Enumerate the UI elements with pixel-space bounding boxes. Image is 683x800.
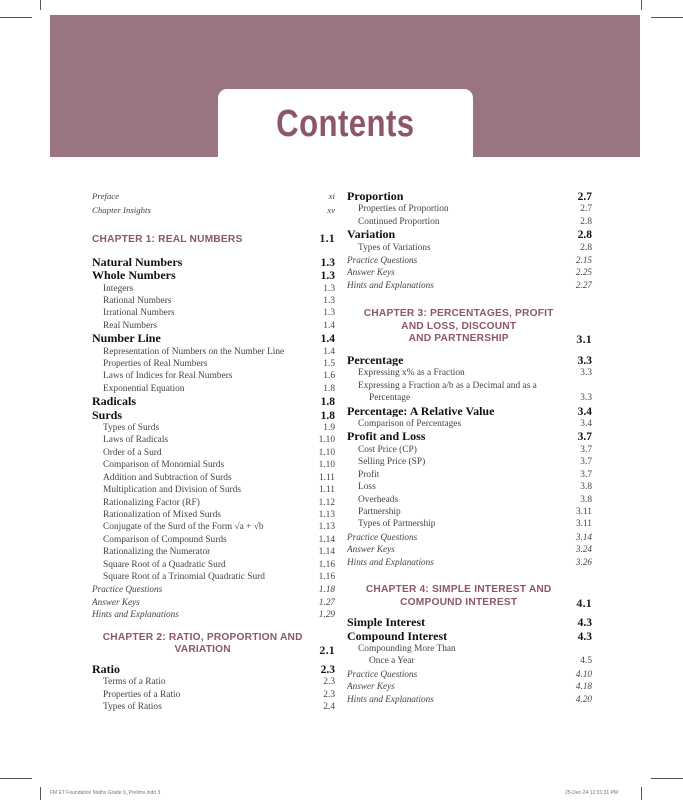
- toc-subentry[interactable]: [92, 701, 335, 713]
- toc-subentry[interactable]: [92, 509, 335, 521]
- toc-entry-label: Radicals: [92, 395, 137, 408]
- toc-entry-label: [358, 643, 456, 668]
- toc-subentry[interactable]: [92, 358, 335, 370]
- chapter-title: [347, 308, 570, 346]
- toc-page-number: 1.4: [320, 333, 335, 346]
- toc-entry-label: Hints and Explanations: [347, 693, 434, 704]
- crop-mark: [641, 787, 642, 800]
- toc-section-entry[interactable]: [92, 256, 335, 269]
- footer-file-info: FM ET Foundation Maths Grade 9_Prelims.indd 3: [50, 790, 161, 796]
- crop-mark: [0, 778, 32, 779]
- toc-entry-label: Percentage: A Relative Value: [347, 404, 495, 418]
- toc-page-number: 1.3: [320, 256, 335, 269]
- toc-subentry[interactable]: [347, 481, 592, 493]
- toc-page-number: 3.4: [580, 419, 592, 430]
- toc-section-entry[interactable]: [347, 228, 592, 241]
- toc-misc-entry[interactable]: [347, 266, 592, 278]
- toc-subentry[interactable]: [92, 422, 335, 434]
- toc-subentry[interactable]: [347, 380, 592, 405]
- toc-page-number: 1.4: [323, 346, 335, 357]
- toc-entry-label: Answer Keys: [347, 681, 395, 692]
- toc-page-number: 1.18: [318, 584, 335, 595]
- toc-page-number: 3.3: [577, 355, 592, 368]
- toc-entry-label: Conjugate of the Surd of the Form √a + √b: [103, 522, 264, 533]
- toc-entry-label: Real Numbers: [103, 320, 157, 331]
- toc-entry-label: Overheads: [358, 494, 399, 505]
- toc-entry-label: Rationalizing Factor (RF): [103, 497, 200, 508]
- chapter-title-line: COMPOUND INTEREST: [400, 596, 518, 608]
- toc-entry-label: Hints and Explanations: [92, 609, 179, 620]
- toc-misc-entry[interactable]: [347, 543, 592, 555]
- toc-subentry[interactable]: [347, 518, 592, 530]
- toc-misc-entry[interactable]: [92, 190, 335, 204]
- toc-page-number: 1.27: [318, 596, 335, 607]
- toc-page-number: 4.1: [576, 595, 592, 610]
- toc-section-entry[interactable]: [92, 395, 335, 408]
- toc-misc-entry[interactable]: [347, 680, 592, 692]
- toc-section-entry[interactable]: [347, 430, 592, 443]
- toc-page-number: 3.26: [575, 556, 592, 567]
- toc-page-number: 1.3: [323, 283, 335, 294]
- toc-entry-label: Multiplication and Division of Surds: [103, 485, 242, 496]
- toc-entry-label: Number Line: [92, 332, 161, 345]
- toc-section-entry[interactable]: [92, 269, 335, 282]
- toc-page-number: 3.7: [580, 444, 592, 455]
- crop-mark: [40, 0, 41, 10]
- toc-page-number: 1.16: [318, 559, 335, 570]
- toc-subentry[interactable]: [92, 295, 335, 307]
- toc-entry-label: Whole Numbers: [92, 269, 176, 282]
- toc-page-number: 2.7: [580, 204, 592, 215]
- toc-entry-label-line: Once a Year: [369, 656, 415, 667]
- toc-page-number: 1.5: [323, 359, 335, 370]
- chapter-title-line: AND PARTNERSHIP: [408, 333, 509, 345]
- toc-entry-label: Comparison of Monomial Surds: [103, 460, 225, 471]
- toc-page-number: xi: [328, 191, 335, 201]
- chapter-title: CHAPTER 1: REAL NUMBERS: [92, 234, 243, 246]
- toc-entry-label: Simple Interest: [347, 616, 426, 629]
- toc-page-number: 1.14: [318, 547, 335, 558]
- toc-subentry[interactable]: [92, 559, 335, 571]
- toc-entry-label-line: Expressing a Fraction a/b as a Decimal and as a: [358, 380, 537, 391]
- toc-misc-entry[interactable]: [92, 583, 335, 595]
- toc-page-number: 3.14: [575, 531, 592, 542]
- toc-page-number: 3.1: [576, 332, 592, 347]
- toc-page-number: 2.7: [577, 191, 592, 203]
- toc-page-number: 1.29: [318, 609, 335, 620]
- toc-subentry[interactable]: [92, 534, 335, 546]
- chapter-title: [347, 584, 570, 609]
- toc-entry-label: Comparison of Percentages: [358, 419, 462, 430]
- toc-page-number: 3.4: [577, 405, 592, 418]
- crop-mark: [40, 787, 41, 800]
- toc-misc-entry[interactable]: [347, 693, 592, 705]
- toc-subentry[interactable]: [347, 456, 592, 468]
- toc-page-number: 4.20: [575, 693, 592, 704]
- toc-entry-label: Loss: [358, 482, 376, 493]
- toc-right-column: [347, 190, 592, 705]
- toc-subentry[interactable]: [92, 459, 335, 471]
- toc-subentry[interactable]: [347, 367, 592, 379]
- toc-page-number: 1.9: [323, 423, 335, 434]
- toc-page-number: 1.8: [323, 383, 335, 394]
- toc-subentry[interactable]: [347, 469, 592, 481]
- toc-entry-label: Comparison of Compound Surds: [103, 534, 227, 545]
- chapter-title-line: CHAPTER 3: PERCENTAGES, PROFIT: [363, 308, 554, 320]
- toc-entry-label: Proportion: [347, 190, 404, 203]
- toc-page-number: 3.3: [580, 393, 592, 404]
- toc-misc-entry[interactable]: [347, 556, 592, 568]
- toc-subentry[interactable]: [92, 571, 335, 583]
- toc-subentry[interactable]: [92, 320, 335, 332]
- toc-page-number: 2.27: [575, 279, 592, 290]
- title-tab: [218, 89, 473, 159]
- toc-page-number: 1.16: [318, 571, 335, 582]
- toc-subentry[interactable]: [92, 307, 335, 319]
- toc-page-number: 1.3: [323, 308, 335, 319]
- toc-subentry[interactable]: [92, 689, 335, 701]
- toc-page-number: 3.11: [575, 506, 592, 517]
- toc-page-number: 3.3: [580, 368, 592, 379]
- toc-page-number: 1.13: [318, 522, 335, 533]
- toc-entry-label: Cost Price (CP): [358, 444, 417, 455]
- toc-entry-label: Types of Partnership: [358, 519, 436, 530]
- toc-page-number: 4.5: [580, 656, 592, 667]
- toc-subentry[interactable]: [347, 418, 592, 430]
- toc-page-number: 1.3: [323, 296, 335, 306]
- toc-entry-label: Integers: [103, 283, 134, 294]
- toc-section-entry[interactable]: [92, 409, 335, 422]
- chapter-heading[interactable]: [347, 584, 592, 609]
- toc-subentry[interactable]: [92, 383, 335, 395]
- toc-page-number: 1.4: [323, 320, 335, 331]
- chapter-title-line: CHAPTER 4: SIMPLE INTEREST AND: [365, 583, 552, 595]
- toc-page-number: 2.3: [323, 677, 335, 688]
- toc-subentry[interactable]: [347, 203, 592, 215]
- toc-entry-label: Addition and Subtraction of Surds: [103, 472, 232, 483]
- toc-subentry[interactable]: [347, 242, 592, 254]
- toc-entry-label: Expressing x% as a Fraction: [358, 368, 465, 379]
- toc-page-number: 1.3: [320, 270, 335, 283]
- toc-page-number: 1.10: [318, 460, 335, 471]
- toc-subentry[interactable]: [347, 643, 592, 668]
- toc-entry-label: Continued Proportion: [358, 216, 440, 227]
- toc-page-number: 1.10: [318, 447, 335, 458]
- toc-entry-label: Rationalization of Mixed Surds: [103, 509, 221, 520]
- toc-entry-label: Properties of Proportion: [358, 204, 449, 215]
- toc-subentry[interactable]: [92, 484, 335, 496]
- toc-entry-label: Ratio: [92, 662, 120, 676]
- toc-section-entry[interactable]: [347, 190, 592, 203]
- toc-page-number: 3.7: [577, 431, 592, 444]
- toc-page-number: 4.10: [575, 668, 592, 679]
- toc-section-entry[interactable]: [347, 354, 592, 367]
- toc-page-number: 1.8: [320, 409, 335, 422]
- toc-entry-label: Profit: [358, 469, 380, 480]
- toc-entry-label: Preface: [92, 191, 120, 201]
- toc-subentry[interactable]: [92, 283, 335, 295]
- toc-page-number: 2.8: [577, 229, 592, 242]
- toc-misc-entry[interactable]: [92, 204, 335, 218]
- toc-page-number: 1.14: [318, 534, 335, 545]
- toc-entry-label: Properties of a Ratio: [103, 689, 181, 700]
- toc-page-number: 2.3: [320, 663, 335, 676]
- toc-entry-label: Rational Numbers: [103, 296, 172, 306]
- toc-misc-entry[interactable]: [347, 279, 592, 291]
- toc-entry-label: Variation: [347, 228, 396, 241]
- toc-entry-label: Practice Questions: [92, 584, 163, 595]
- toc-entry-label: Practice Questions: [347, 255, 418, 266]
- toc-misc-entry[interactable]: [92, 608, 335, 620]
- toc-entry-label: Exponential Equation: [103, 383, 185, 394]
- toc-page-number: 2.8: [580, 216, 592, 227]
- toc-subentry[interactable]: [92, 434, 335, 446]
- toc-subentry[interactable]: [347, 216, 592, 228]
- toc-entry-label-line: Compounding More Than: [358, 643, 456, 654]
- chapter-heading[interactable]: [92, 632, 335, 657]
- toc-page-number: 3.8: [580, 482, 592, 493]
- toc-page-number: 1.10: [318, 435, 335, 446]
- toc-page-number: 3.24: [575, 544, 592, 555]
- toc-section-entry[interactable]: [92, 663, 335, 676]
- toc-entry-label: Surds: [92, 408, 123, 422]
- toc-subentry[interactable]: [92, 447, 335, 459]
- toc-section-entry[interactable]: [92, 332, 335, 345]
- toc-subentry[interactable]: [92, 676, 335, 688]
- toc-entry-label: Types of Variations: [358, 242, 431, 253]
- toc-misc-entry[interactable]: [347, 668, 592, 680]
- chapter-heading[interactable]: [347, 308, 592, 346]
- toc-entry-label: Laws of Indices for Real Numbers: [103, 371, 233, 382]
- toc-page-number: 1.1: [319, 231, 335, 246]
- toc-entry-label: Natural Numbers: [92, 255, 183, 269]
- toc-page-number: 2.4: [323, 701, 335, 712]
- footer-timestamp: 25-Dec-24 12:31:31 PM: [565, 790, 619, 796]
- toc-subentry[interactable]: [92, 370, 335, 382]
- toc-page-number: 2.3: [323, 689, 335, 700]
- toc-page-number: 2.8: [580, 242, 592, 253]
- toc-entry-label: Selling Price (SP): [358, 457, 426, 468]
- crop-mark: [0, 17, 32, 18]
- toc-subentry[interactable]: [347, 444, 592, 456]
- toc-page-number: 3.11: [575, 519, 592, 530]
- toc-section-entry[interactable]: [347, 405, 592, 418]
- toc-page-number: 3.7: [580, 469, 592, 480]
- toc-subentry[interactable]: [92, 472, 335, 484]
- toc-page-number: 1.6: [323, 371, 335, 382]
- toc-entry-label: Rationalizing the Numerator: [103, 547, 211, 558]
- toc-entry-label: Hints and Explanations: [347, 279, 434, 290]
- toc-entry-label: Hints and Explanations: [347, 556, 434, 567]
- toc-entry-label: Chapter Insights: [92, 204, 151, 215]
- toc-page-number: 2.1: [319, 643, 335, 658]
- toc-section-entry[interactable]: [347, 630, 592, 643]
- toc-entry-label: Profit and Loss: [347, 430, 426, 443]
- toc-entry-label: Partnership: [358, 506, 401, 517]
- toc-page-number: 1.12: [318, 497, 335, 508]
- toc-entry-label: Types of Surds: [103, 423, 160, 434]
- toc-entry-label: Square Root of a Quadratic Surd: [103, 559, 226, 570]
- toc-page-number: 4.18: [575, 681, 592, 692]
- toc-entry-label: Answer Keys: [92, 596, 140, 607]
- crop-mark: [641, 0, 642, 10]
- toc-entry-label: Irrational Numbers: [103, 308, 175, 319]
- toc-misc-entry[interactable]: [347, 254, 592, 266]
- toc-page-number: 2.15: [575, 255, 592, 266]
- toc-misc-entry[interactable]: [347, 531, 592, 543]
- toc-entry-label: Types of Ratios: [103, 701, 162, 712]
- toc-entry-label: Compound Interest: [347, 629, 448, 642]
- toc-page-number: 3.8: [580, 494, 592, 505]
- toc-subentry[interactable]: [347, 506, 592, 518]
- crop-mark: [651, 17, 683, 18]
- toc-page-number: 3.7: [580, 457, 592, 468]
- toc-entry-label: Answer Keys: [347, 544, 395, 555]
- toc-subentry[interactable]: [347, 494, 592, 506]
- chapter-heading[interactable]: [92, 232, 335, 247]
- crop-mark: [651, 778, 683, 779]
- toc-page-number: 1.13: [318, 509, 335, 520]
- chapter-title-line: CHAPTER 2: RATIO, PROPORTION AND: [102, 631, 303, 643]
- toc-entry-label-line: Percentage: [369, 393, 411, 404]
- chapter-title: [92, 632, 313, 657]
- toc-entry-label: Order of a Surd: [103, 447, 162, 458]
- toc-entry-label: Terms of a Ratio: [103, 677, 166, 688]
- toc-page-number: 1.8: [320, 396, 335, 409]
- page-title: Contents: [276, 103, 415, 145]
- toc-subentry[interactable]: [92, 521, 335, 533]
- toc-section-entry[interactable]: [347, 616, 592, 629]
- toc-entry-label: Laws of Radicals: [103, 435, 169, 446]
- toc-misc-entry[interactable]: [92, 596, 335, 608]
- toc-page-number: 1.11: [318, 472, 335, 483]
- toc-page-number: 2.25: [575, 267, 592, 278]
- toc-subentry[interactable]: [92, 497, 335, 509]
- chapter-title-line: AND LOSS, DISCOUNT: [401, 320, 517, 332]
- toc-entry-label: [358, 380, 537, 405]
- toc-subentry[interactable]: [92, 546, 335, 558]
- toc-entry-label: Answer Keys: [347, 267, 395, 278]
- toc-entry-label: Properties of Real Numbers: [103, 359, 208, 370]
- toc-page-number: 4.3: [577, 630, 592, 643]
- toc-page-number: 4.3: [577, 617, 592, 630]
- toc-page-number: xv: [327, 204, 335, 215]
- chapter-title-line: VARIATION: [174, 644, 231, 656]
- toc-page-number: 1.11: [318, 485, 335, 496]
- toc-entry-label: Percentage: [347, 354, 404, 367]
- toc-left-column: [92, 190, 335, 713]
- toc-entry-label: Practice Questions: [347, 531, 418, 542]
- toc-subentry[interactable]: [92, 346, 335, 358]
- toc-entry-label: Representation of Numbers on the Number Line: [103, 346, 285, 357]
- toc-entry-label: Square Root of a Trinomial Quadratic Surd: [103, 571, 265, 582]
- toc-entry-label: Practice Questions: [347, 668, 418, 679]
